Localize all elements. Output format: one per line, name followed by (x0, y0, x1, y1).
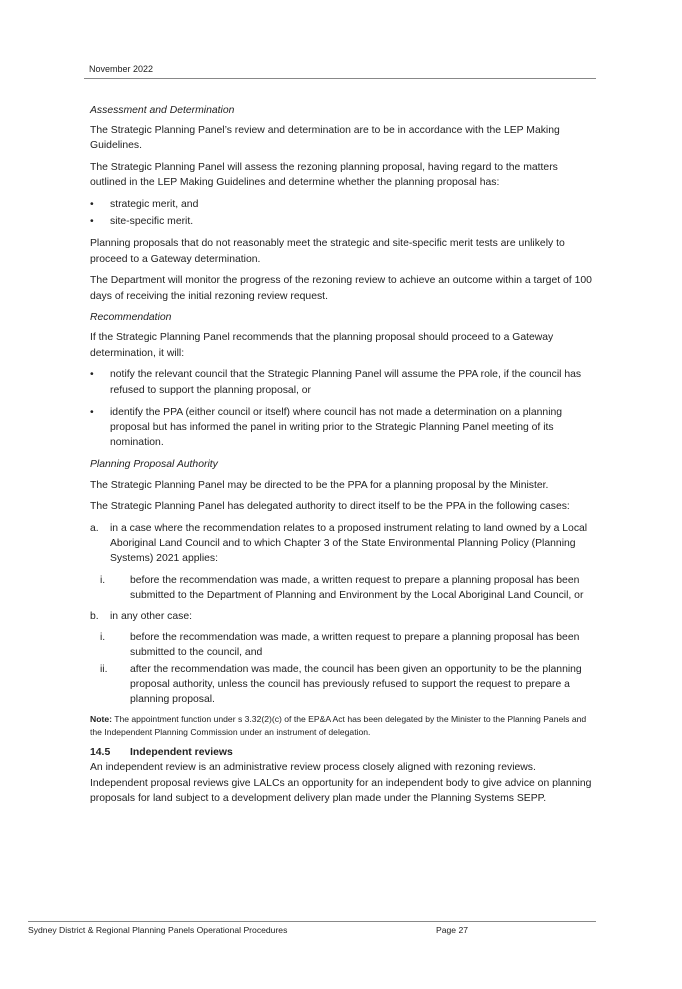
list-item-text: before the recommendation was made, a written request to prepare a planning proposal has been submitted to the Department of Planning and Environment by the Local Aboriginal Land Council, or (130, 574, 584, 601)
list-item-a-i (90, 573, 596, 603)
header-date: November 2022 (89, 64, 154, 74)
assessment-paragraph-2: The Strategic Planning Panel will assess the rezoning planning proposal, having regard to the matters outlined in the LEP Making Guidelines and determine whether the planning proposal has: (90, 162, 558, 189)
list-item-text: in any other case: (110, 610, 193, 622)
list-item-text: in a case where the recommendation relates to a proposed instrument relating to land owned by a Local Aboriginal Land Council and to which Chapter 3 of the State Environmental Planning Policy (Planning Systems) 2021 applies: (110, 522, 588, 565)
footer-divider (28, 921, 596, 922)
list-marker: i. (100, 632, 106, 644)
ppa-heading: Planning Proposal Authority (90, 459, 218, 471)
section-number: 14.5 (90, 747, 111, 759)
ppa-paragraph-1: The Strategic Planning Panel may be directed to be the PPA for a planning proposal by the Minister. (90, 479, 549, 491)
list-item (90, 197, 596, 212)
list-item-text: strategic merit, and (110, 199, 199, 211)
recommendation-paragraph-1: If the Strategic Planning Panel recommends that the planning proposal should proceed to a Gateway determination, it will: (90, 332, 554, 359)
bullet-icon: • (90, 369, 94, 381)
list-item (90, 214, 596, 229)
bullet-icon: • (90, 216, 94, 228)
list-item-text: after the recommendation was made, the council has been given an opportunity to be the planning proposal authority, unless the council has previously refused to support the request to prepare a planning proposal. (130, 663, 582, 705)
note-text: The appointment function under s 3.32(2)(c) of the EP&A Act has been delegated by the Minister to the Planning Panels and the Independent Planning Commission under an instrument of delegation. (90, 714, 587, 738)
header-divider (84, 78, 596, 79)
assessment-paragraph-1: The Strategic Planning Panel’s review and determination are to be in accordance with the LEP Making Guidelines. (90, 125, 560, 152)
page-content (90, 103, 596, 813)
list-marker: ii. (100, 663, 108, 675)
assessment-paragraph-3: Planning proposals that do not reasonably meet the strategic and site-specific merit tests are unlikely to proceed to a Gateway determination. (90, 238, 565, 265)
list-marker: i. (100, 574, 106, 586)
delegation-note (90, 713, 596, 739)
list-item-a (90, 521, 596, 567)
list-item-text: notify the relevant council that the Strategic Planning Panel will assume the PPA role, if the council has refused to support the planning proposal, or (110, 369, 582, 396)
assessment-paragraph-4: The Department will monitor the progress of the rezoning review to achieve an outcome within a target of 100 days of receiving the initial rezoning review request. (90, 275, 592, 302)
list-item-b-i (90, 630, 596, 660)
list-marker: b. (90, 610, 99, 622)
list-item (90, 367, 596, 397)
section-title: Independent reviews (130, 747, 233, 759)
list-item-b-ii (90, 662, 596, 708)
note-label: Note: (90, 714, 112, 725)
list-item-text: before the recommendation was made, a written request to prepare a planning proposal has been submitted to the council, and (130, 632, 580, 659)
bullet-icon: • (90, 199, 94, 211)
list-item-text: site-specific merit. (110, 216, 194, 228)
recommendation-heading: Recommendation (90, 312, 172, 324)
bullet-icon: • (90, 406, 94, 418)
page-number: Page 27 (436, 925, 469, 935)
assessment-heading: Assessment and Determination (90, 105, 235, 116)
list-marker: a. (90, 522, 99, 534)
footer-title: Sydney District & Regional Planning Panels Operational Procedures (28, 925, 288, 935)
list-item (90, 405, 596, 451)
list-item-b (90, 609, 596, 624)
section-heading (90, 745, 596, 760)
list-item-text: identify the PPA (either council or itself) where council has not made a determination on a planning proposal but has informed the panel in writing prior to the Strategic Planning Panel meeting of its nomination. (110, 406, 563, 449)
section-body: An independent review is an administrative review process closely aligned with rezoning reviews. Independent proposal reviews give LALCs an opportunity for an independent body to give advice on planning proposals for land subject to a development delivery plan made under the Planning Systems SEPP. (90, 762, 592, 804)
ppa-paragraph-2: The Strategic Planning Panel has delegated authority to direct itself to be the PPA in the following cases: (90, 501, 570, 513)
